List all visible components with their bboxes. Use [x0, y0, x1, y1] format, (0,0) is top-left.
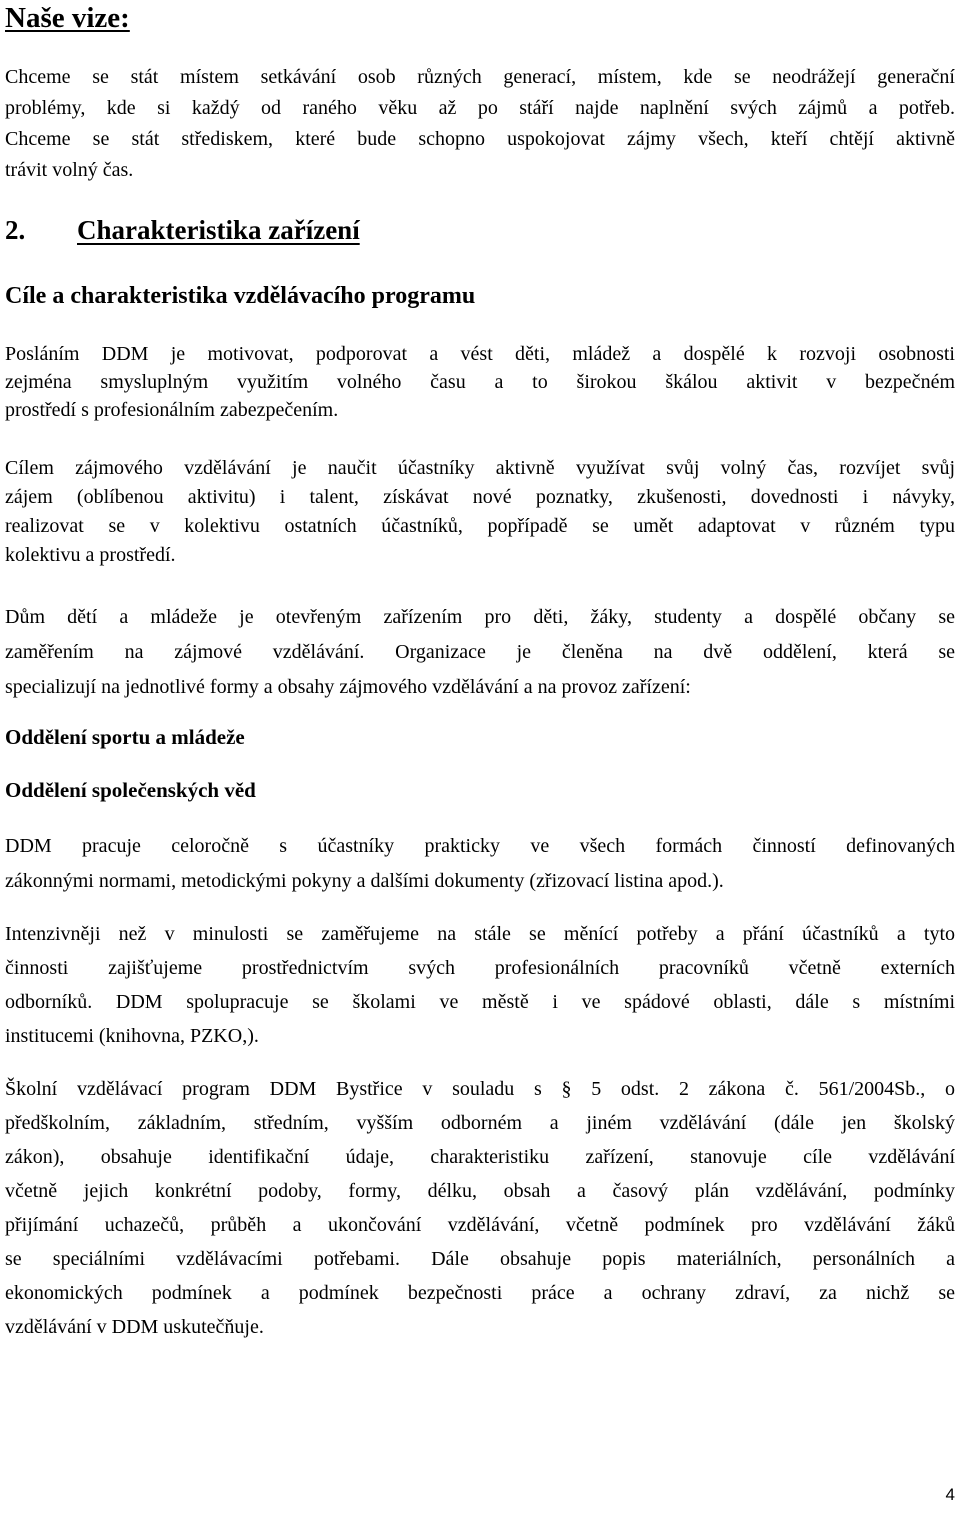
vision-paragraph [5, 62, 955, 186]
paragraph-line: odborníků. DDM spolupracuje se školami ve městě i ve spádové oblasti, dále s místními [5, 991, 955, 1013]
section-title: Charakteristika zařízení [77, 215, 360, 245]
paragraph-line: prostředí s profesionálním zabezpečením. [5, 399, 339, 421]
paragraph-line: specializují na jednotlivé formy a obsahy zájmového vzdělávání a na provoz zařízení: [5, 676, 691, 698]
mission-paragraph [5, 340, 955, 424]
paragraph-line: Cílem zájmového vzdělávání je naučit účastníky aktivně využívat svůj volný čas, rozvíjet svůj [5, 457, 955, 479]
activities-paragraph [5, 829, 955, 899]
paragraph-line: ekonomických podmínek a podmínek bezpečnosti práce a ochrany zdraví, za nichž se [5, 1282, 955, 1304]
paragraph-line: zejména smysluplným využitím volného času a to širokou škálou aktivit v bezpečném [5, 371, 955, 393]
paragraph-line: zájem (oblíbenou aktivitu) i talent, získávat nové poznatky, zkušenosti, dovednosti i návyky, [5, 486, 955, 508]
paragraph-line: DDM pracuje celoročně s účastníky prakticky ve všech formách činností definovaných [5, 835, 955, 857]
section-heading [5, 212, 360, 248]
department-sport: Oddělení sportu a mládeže [5, 725, 245, 749]
paragraph-line: se speciálními vzdělávacími potřebami. Dále obsahuje popis materiálních, personálních a [5, 1248, 955, 1270]
paragraph-line: zaměřením na zájmové vzdělávání. Organizace je členěna na dvě oddělení, která se [5, 641, 955, 663]
vision-heading: Naše vize: [5, 2, 130, 34]
paragraph-line: zákon), obsahuje identifikační údaje, charakteristiku zařízení, stanovuje cíle vzdělávání [5, 1146, 955, 1168]
vision-line: trávit volný čas. [5, 159, 134, 181]
vision-line: problémy, kde si každý od raného věku až po stáří najde naplnění svých zájmů a potřeb. [5, 97, 955, 119]
paragraph-line: činnosti zajišťujeme prostřednictvím svých profesionálních pracovníků včetně externích [5, 957, 955, 979]
paragraph-line: Posláním DDM je motivovat, podporovat a vést děti, mládež a dospělé k rozvoji osobnosti [5, 343, 955, 365]
department-social-sciences: Oddělení společenských věd [5, 778, 256, 802]
goal-paragraph [5, 454, 955, 570]
page-number: 4 [945, 1485, 955, 1504]
section-number: 2. [5, 215, 26, 245]
paragraph-line: vzdělávání v DDM uskutečňuje. [5, 1316, 264, 1338]
paragraph-line: realizovat se v kolektivu ostatních účastníků, popřípadě se umět adaptovat v různém typu [5, 515, 955, 537]
paragraph-line: Školní vzdělávací program DDM Bystřice v souladu s § 5 odst. 2 zákona č. 561/2004Sb., o [5, 1078, 955, 1100]
paragraph-line: zákonnými normami, metodickými pokyny a dalšími dokumenty (zřizovací listina apod.). [5, 870, 724, 892]
paragraph-line: předškolním, základním, středním, vyšším odborném a jiném vzdělávání (dále jen školský [5, 1112, 955, 1134]
paragraph-line: včetně jejich konkrétní podoby, formy, délku, obsah a časový plán vzdělávání, podmínky [5, 1180, 955, 1202]
organization-paragraph [5, 600, 955, 705]
program-subheading: Cíle a charakteristika vzdělávacího programu [5, 283, 476, 309]
paragraph-line: Dům dětí a mládeže je otevřeným zařízením pro děti, žáky, studenty a dospělé občany se [5, 606, 955, 628]
paragraph-line: přijímání uchazečů, průběh a ukončování vzdělávání, včetně podmínek pro vzdělávání žáků [5, 1214, 955, 1236]
paragraph-line: Intenzivněji než v minulosti se zaměřujeme na stále se měnící potřeby a přání účastníků a tyto [5, 923, 955, 945]
paragraph-line: institucemi (knihovna, PZKO,). [5, 1025, 259, 1047]
school-program-paragraph [5, 1072, 955, 1344]
paragraph-line: kolektivu a prostředí. [5, 544, 176, 566]
vision-line: Chceme se stát střediskem, které bude schopno uspokojovat zájmy všech, kteří chtějí aktivně [5, 128, 955, 150]
focus-paragraph [5, 917, 955, 1053]
vision-line: Chceme se stát místem setkávání osob různých generací, místem, kde se neodrážejí generační [5, 66, 955, 88]
